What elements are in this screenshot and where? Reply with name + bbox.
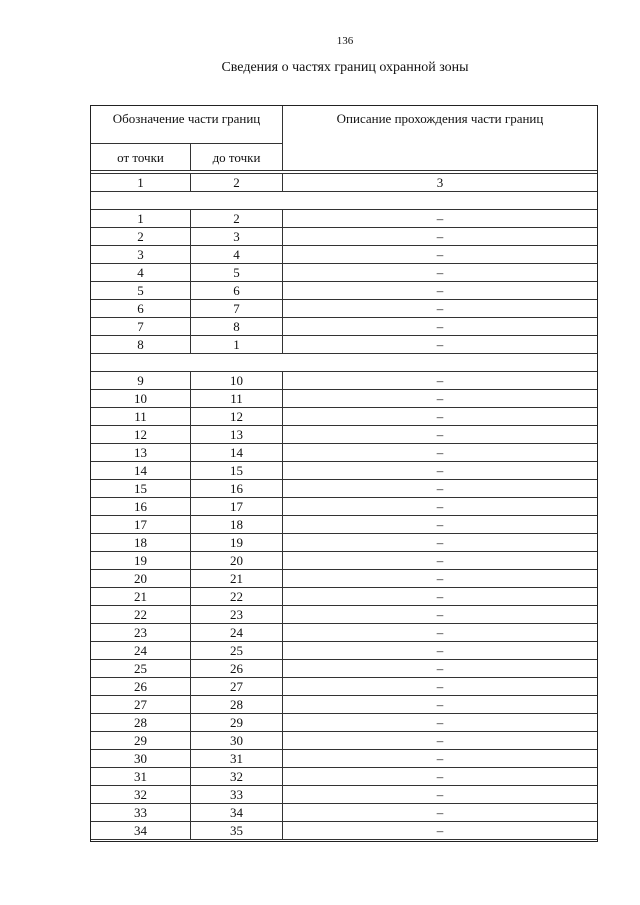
row-divider-vertical bbox=[190, 803, 191, 821]
row-from-point: 22 bbox=[134, 607, 147, 622]
row-from-point: 3 bbox=[137, 247, 144, 262]
row-divider-vertical bbox=[190, 713, 191, 731]
row-divider-vertical bbox=[190, 569, 191, 587]
column-number-2: 2 bbox=[233, 175, 240, 190]
document-title: Сведения о частях границ охранной зоны bbox=[221, 60, 469, 75]
row-bottom-line bbox=[91, 839, 597, 840]
row-divider-vertical bbox=[190, 821, 191, 839]
row-divider-vertical bbox=[190, 479, 191, 497]
row-description: – bbox=[436, 391, 444, 406]
row-divider-vertical bbox=[190, 695, 191, 713]
row-divider-vertical bbox=[190, 425, 191, 443]
row-from-point: 11 bbox=[134, 409, 147, 424]
row-divider-vertical bbox=[190, 677, 191, 695]
row-description: – bbox=[436, 769, 444, 784]
row-description: – bbox=[436, 337, 444, 352]
row-from-point: 2 bbox=[137, 229, 144, 244]
header-from-label: от точки bbox=[117, 150, 164, 165]
row-divider-vertical bbox=[282, 263, 283, 281]
row-divider-vertical bbox=[282, 767, 283, 785]
row-divider-vertical bbox=[282, 245, 283, 263]
row-divider-vertical bbox=[190, 731, 191, 749]
row-to-point: 13 bbox=[230, 427, 243, 442]
row-divider-vertical bbox=[282, 587, 283, 605]
row-to-point: 11 bbox=[230, 391, 243, 406]
row-from-point: 13 bbox=[134, 445, 147, 460]
row-to-point: 17 bbox=[230, 499, 243, 514]
row-divider-vertical bbox=[282, 335, 283, 353]
row-divider-vertical bbox=[190, 209, 191, 227]
row-from-point: 19 bbox=[134, 553, 147, 568]
row-divider-vertical bbox=[282, 461, 283, 479]
row-from-point: 5 bbox=[137, 283, 144, 298]
row-divider-vertical bbox=[282, 389, 283, 407]
row-description: – bbox=[436, 823, 444, 838]
row-from-point: 26 bbox=[134, 679, 147, 694]
header-to-label: до точки bbox=[212, 150, 261, 165]
row-divider-vertical bbox=[190, 497, 191, 515]
row-to-point: 6 bbox=[233, 283, 240, 298]
row-divider-vertical bbox=[282, 497, 283, 515]
page-number: 136 bbox=[336, 35, 354, 47]
column-numbers-bottom-line bbox=[91, 191, 597, 192]
row-description: – bbox=[436, 643, 444, 658]
row-to-point: 28 bbox=[230, 697, 243, 712]
row-description: – bbox=[436, 211, 444, 226]
row-description: – bbox=[436, 553, 444, 568]
row-divider-vertical bbox=[190, 335, 191, 353]
row-description: – bbox=[436, 481, 444, 496]
row-description: – bbox=[436, 535, 444, 550]
row-description: – bbox=[436, 247, 444, 262]
row-from-point: 6 bbox=[137, 301, 144, 316]
row-bottom-line bbox=[91, 353, 597, 354]
row-divider-vertical bbox=[190, 407, 191, 425]
row-description: – bbox=[436, 427, 444, 442]
row-description: – bbox=[436, 319, 444, 334]
row-divider-vertical bbox=[190, 785, 191, 803]
row-from-point: 10 bbox=[134, 391, 147, 406]
row-from-point: 34 bbox=[134, 823, 147, 838]
row-to-point: 10 bbox=[230, 373, 243, 388]
row-divider-vertical bbox=[282, 551, 283, 569]
row-description: – bbox=[436, 463, 444, 478]
row-divider-vertical bbox=[282, 317, 283, 335]
row-divider-vertical bbox=[190, 371, 191, 389]
row-to-point: 18 bbox=[230, 517, 243, 532]
row-to-point: 2 bbox=[233, 211, 240, 226]
row-to-point: 31 bbox=[230, 751, 243, 766]
row-divider-vertical bbox=[190, 389, 191, 407]
row-from-point: 1 bbox=[137, 211, 144, 226]
row-to-point: 33 bbox=[230, 787, 243, 802]
row-to-point: 25 bbox=[230, 643, 243, 658]
row-description: – bbox=[436, 283, 444, 298]
row-description: – bbox=[436, 571, 444, 586]
row-description: – bbox=[436, 373, 444, 388]
row-to-point: 5 bbox=[233, 265, 240, 280]
row-to-point: 1 bbox=[233, 337, 240, 352]
row-to-point: 29 bbox=[230, 715, 243, 730]
row-divider-vertical bbox=[190, 749, 191, 767]
row-to-point: 26 bbox=[230, 661, 243, 676]
row-divider-vertical bbox=[190, 461, 191, 479]
row-to-point: 21 bbox=[230, 571, 243, 586]
row-divider-vertical bbox=[282, 425, 283, 443]
row-from-point: 33 bbox=[134, 805, 147, 820]
row-from-point: 8 bbox=[137, 337, 144, 352]
row-description: – bbox=[436, 805, 444, 820]
row-divider-vertical bbox=[190, 641, 191, 659]
row-description: – bbox=[436, 625, 444, 640]
row-divider-vertical bbox=[282, 605, 283, 623]
column-number-1: 1 bbox=[137, 175, 144, 190]
row-divider-vertical bbox=[190, 317, 191, 335]
row-to-point: 12 bbox=[230, 409, 243, 424]
row-to-point: 20 bbox=[230, 553, 243, 568]
row-from-point: 15 bbox=[134, 481, 147, 496]
row-to-point: 30 bbox=[230, 733, 243, 748]
row-divider-vertical bbox=[190, 551, 191, 569]
row-description: – bbox=[436, 229, 444, 244]
row-divider-vertical bbox=[282, 641, 283, 659]
row-from-point: 25 bbox=[134, 661, 147, 676]
row-divider-vertical bbox=[190, 263, 191, 281]
row-divider-vertical bbox=[282, 407, 283, 425]
row-divider-vertical bbox=[282, 209, 283, 227]
row-divider-vertical bbox=[190, 227, 191, 245]
row-divider-vertical bbox=[282, 569, 283, 587]
header-divider-horizontal bbox=[91, 143, 282, 144]
row-to-point: 7 bbox=[233, 301, 240, 316]
row-to-point: 23 bbox=[230, 607, 243, 622]
column-numbers-divider bbox=[282, 173, 283, 191]
row-to-point: 3 bbox=[233, 229, 240, 244]
row-from-point: 31 bbox=[134, 769, 147, 784]
row-divider-vertical bbox=[282, 659, 283, 677]
row-divider-vertical bbox=[190, 623, 191, 641]
row-to-point: 16 bbox=[230, 481, 243, 496]
row-divider-vertical bbox=[190, 299, 191, 317]
row-to-point: 8 bbox=[233, 319, 240, 334]
row-to-point: 35 bbox=[230, 823, 243, 838]
row-to-point: 32 bbox=[230, 769, 243, 784]
row-divider-vertical bbox=[282, 731, 283, 749]
row-description: – bbox=[436, 715, 444, 730]
header-group-label: Обозначение части границ bbox=[112, 111, 261, 126]
row-divider-vertical bbox=[190, 767, 191, 785]
row-from-point: 20 bbox=[134, 571, 147, 586]
boundary-parts-table bbox=[90, 105, 598, 842]
row-divider-vertical bbox=[190, 245, 191, 263]
row-divider-vertical bbox=[190, 587, 191, 605]
row-divider-vertical bbox=[282, 371, 283, 389]
row-description: – bbox=[436, 589, 444, 604]
row-description: – bbox=[436, 265, 444, 280]
row-divider-vertical bbox=[282, 749, 283, 767]
row-divider-vertical bbox=[190, 515, 191, 533]
header-bottom-line bbox=[91, 170, 597, 171]
row-from-point: 29 bbox=[134, 733, 147, 748]
row-divider-vertical bbox=[282, 299, 283, 317]
row-from-point: 7 bbox=[137, 319, 144, 334]
row-description: – bbox=[436, 607, 444, 622]
row-description: – bbox=[436, 697, 444, 712]
row-divider-vertical bbox=[282, 623, 283, 641]
row-divider-vertical bbox=[282, 677, 283, 695]
row-to-point: 27 bbox=[230, 679, 243, 694]
row-divider-vertical bbox=[190, 443, 191, 461]
row-divider-vertical bbox=[282, 695, 283, 713]
row-description: – bbox=[436, 679, 444, 694]
row-divider-vertical bbox=[282, 533, 283, 551]
row-from-point: 17 bbox=[134, 517, 147, 532]
column-number-3: 3 bbox=[436, 175, 444, 190]
row-description: – bbox=[436, 409, 444, 424]
row-from-point: 4 bbox=[137, 265, 144, 280]
row-divider-vertical bbox=[282, 803, 283, 821]
row-from-point: 16 bbox=[134, 499, 147, 514]
row-divider-vertical bbox=[190, 281, 191, 299]
row-to-point: 14 bbox=[230, 445, 243, 460]
row-description: – bbox=[436, 499, 444, 514]
row-from-point: 24 bbox=[134, 643, 147, 658]
row-from-point: 21 bbox=[134, 589, 147, 604]
row-divider-vertical bbox=[282, 785, 283, 803]
row-divider-vertical bbox=[190, 659, 191, 677]
row-to-point: 24 bbox=[230, 625, 243, 640]
row-description: – bbox=[436, 517, 444, 532]
row-description: – bbox=[436, 661, 444, 676]
row-from-point: 14 bbox=[134, 463, 147, 478]
row-divider-vertical bbox=[282, 479, 283, 497]
row-from-point: 23 bbox=[134, 625, 147, 640]
row-to-point: 19 bbox=[230, 535, 243, 550]
row-divider-vertical bbox=[190, 533, 191, 551]
row-description: – bbox=[436, 751, 444, 766]
row-divider-vertical bbox=[190, 605, 191, 623]
row-from-point: 27 bbox=[134, 697, 147, 712]
row-divider-vertical bbox=[282, 713, 283, 731]
row-to-point: 34 bbox=[230, 805, 243, 820]
row-from-point: 18 bbox=[134, 535, 147, 550]
row-description: – bbox=[436, 445, 444, 460]
row-from-point: 28 bbox=[134, 715, 147, 730]
row-from-point: 12 bbox=[134, 427, 147, 442]
row-divider-vertical bbox=[282, 227, 283, 245]
row-divider-vertical bbox=[282, 821, 283, 839]
row-from-point: 32 bbox=[134, 787, 147, 802]
row-to-point: 4 bbox=[233, 247, 240, 262]
row-to-point: 22 bbox=[230, 589, 243, 604]
row-description: – bbox=[436, 787, 444, 802]
row-from-point: 9 bbox=[137, 373, 144, 388]
row-divider-vertical bbox=[282, 281, 283, 299]
row-description: – bbox=[436, 301, 444, 316]
header-description-label: Описание прохождения части границ bbox=[336, 111, 544, 126]
row-description: – bbox=[436, 733, 444, 748]
row-divider-vertical bbox=[282, 515, 283, 533]
column-numbers-divider bbox=[190, 173, 191, 191]
row-from-point: 30 bbox=[134, 751, 147, 766]
row-divider-vertical bbox=[282, 443, 283, 461]
row-to-point: 15 bbox=[230, 463, 243, 478]
